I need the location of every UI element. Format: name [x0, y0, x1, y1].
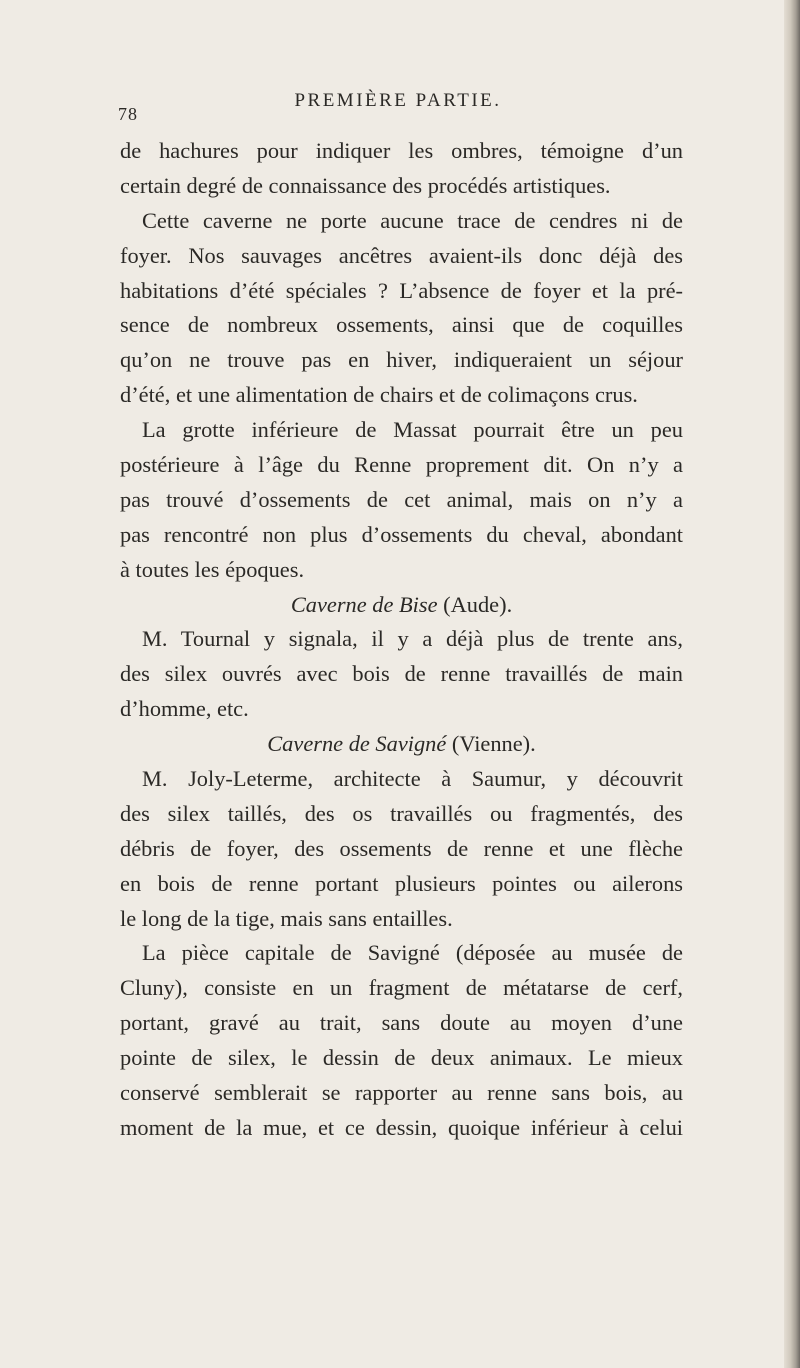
text-line: M. Joly-Leterme, architecte à Saumur, y découvrit	[142, 766, 683, 792]
page-edge-shadow	[784, 0, 800, 1368]
running-head: PREMIÈRE PARTIE.	[294, 90, 502, 111]
text-line: des silex ouvrés avec bois de renne travaillés de main	[120, 661, 683, 687]
section-heading-savigne-title: Caverne de Savigné	[267, 731, 447, 757]
text-line: pas rencontré non plus d’ossements du cheval, abondant	[120, 521, 683, 547]
section-savigne-text	[120, 762, 683, 1146]
text-line: qu’on ne trouve pas en hiver, indiqueraient un séjour	[120, 347, 683, 373]
body-text	[120, 134, 683, 1146]
section-heading-savigne-region: (Vienne).	[446, 731, 536, 757]
text-line: certain degré de connaissance des procédés artistiques.	[120, 172, 611, 198]
text-line: Cluny), consiste en un fragment de métatarse de cerf,	[120, 975, 683, 1001]
text-line: foyer. Nos sauvages ancêtres avaient-ils donc déjà des	[120, 242, 683, 268]
section-bise-text	[120, 622, 683, 727]
text-line: Cette caverne ne porte aucune trace de cendres ni de	[142, 207, 683, 233]
text-line: habitations d’été spéciales ? L’absence de foyer et la pré-	[120, 277, 683, 303]
text-line: en bois de renne portant plusieurs pointes ou ailerons	[120, 870, 683, 896]
text-line: M. Tournal y signala, il y a déjà plus de trente ans,	[142, 626, 683, 652]
page-number: 78	[118, 104, 138, 124]
text-line: pas trouvé d’ossements de cet animal, mais on n’y a	[120, 486, 683, 512]
text-line: à toutes les époques.	[120, 556, 305, 582]
text-line: La grotte inférieure de Massat pourrait être un peu	[142, 417, 683, 443]
section-heading-bise-region: (Aude).	[437, 591, 513, 617]
text-line: portant, gravé au trait, sans doute au moyen d’une	[120, 1010, 683, 1036]
page-header	[118, 86, 678, 122]
text-line: conservé semblerait se rapporter au renne sans bois, au	[120, 1080, 683, 1106]
text-line: des silex taillés, des os travaillés ou fragmentés, des	[120, 800, 683, 826]
section-heading-bise	[120, 588, 683, 623]
text-line: le long de la tige, mais sans entailles.	[120, 905, 453, 931]
intro-paragraphs	[120, 134, 683, 588]
section-heading-savigne	[120, 727, 683, 762]
section-heading-bise-title: Caverne de Bise	[290, 591, 438, 617]
text-line: pointe de silex, le dessin de deux animaux. Le mieux	[120, 1045, 683, 1071]
text-line: moment de la mue, et ce dessin, quoique inférieur à celui	[120, 1114, 683, 1140]
text-line: d’homme, etc.	[120, 696, 249, 722]
text-line: d’été, et une alimentation de chairs et de colimaçons crus.	[120, 382, 638, 408]
text-line: sence de nombreux ossements, ainsi que de coquilles	[120, 312, 683, 338]
text-line: de hachures pour indiquer les ombres, témoigne d’un	[120, 138, 683, 163]
text-line: débris de foyer, des ossements de renne et une flèche	[120, 835, 683, 861]
text-line: La pièce capitale de Savigné (déposée au musée de	[142, 940, 683, 966]
text-line: postérieure à l’âge du Renne proprement dit. On n’y a	[120, 452, 683, 478]
